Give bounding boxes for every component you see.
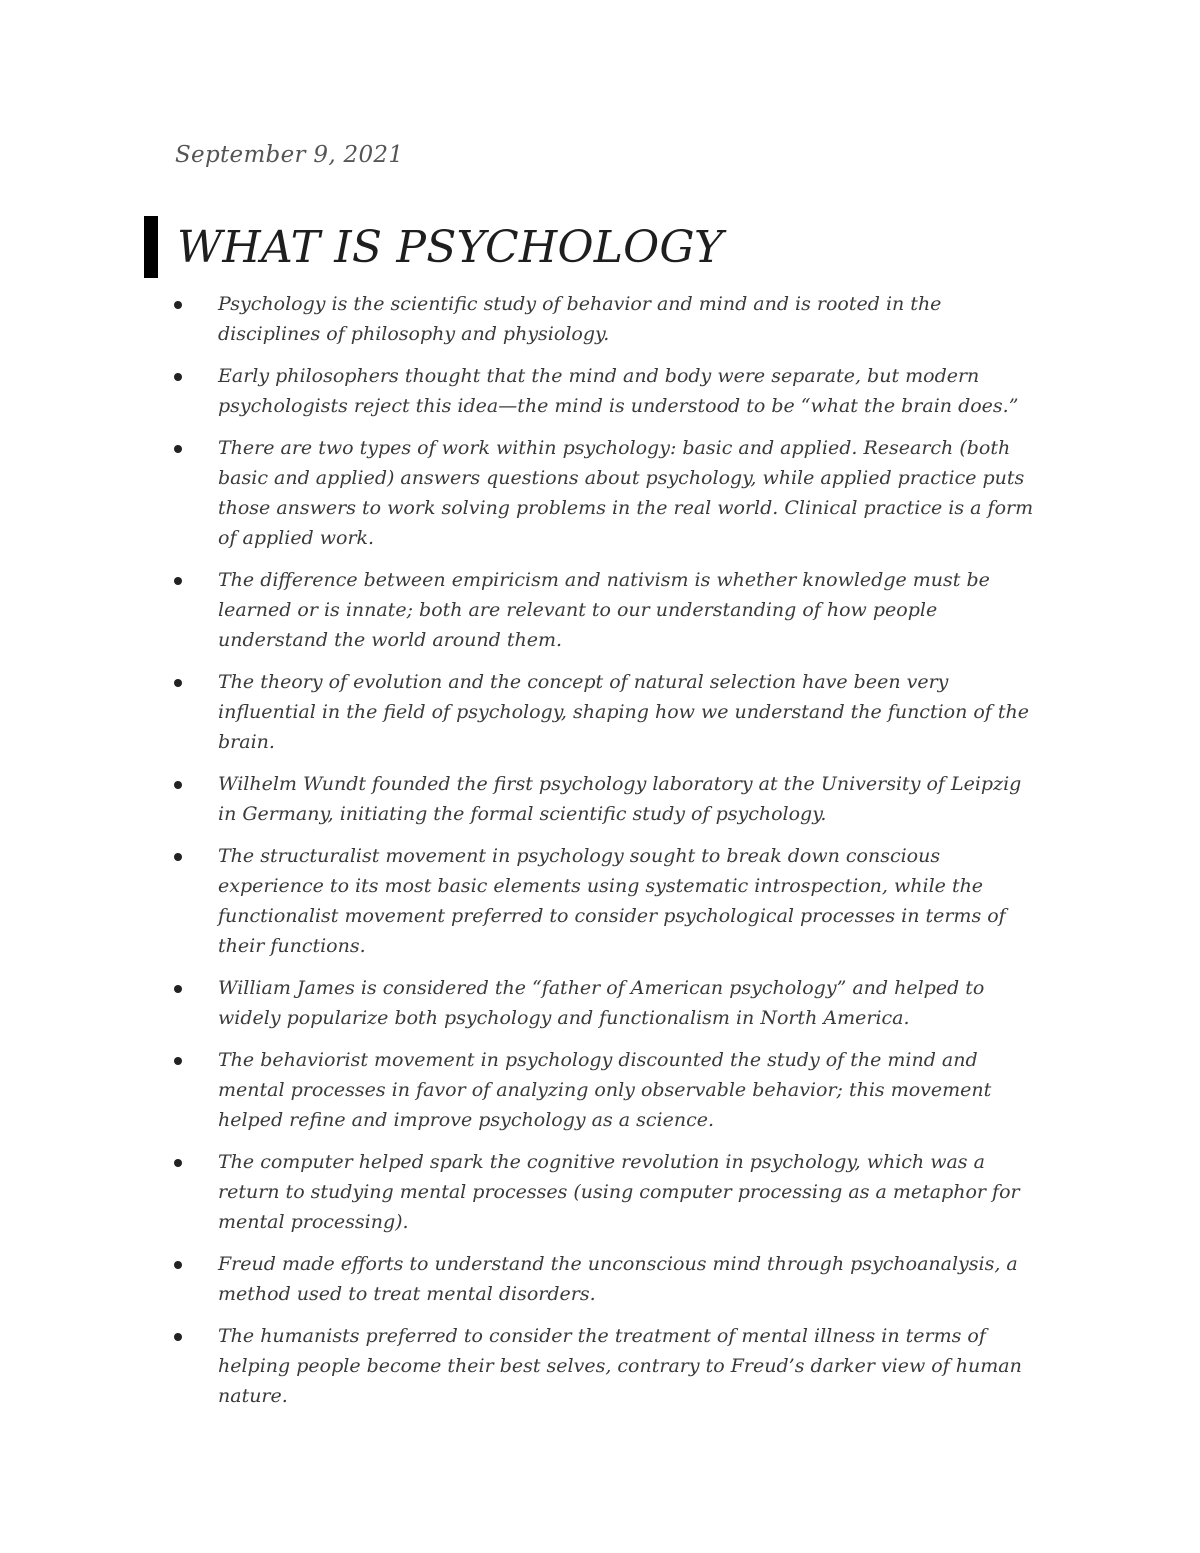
bullet-icon bbox=[174, 1159, 182, 1167]
list-item-text: The behaviorist movement in psychology discounted the study of the mind and mental processes in favor of analyzing only observable behavior; this movement helped refine and improve psychology as a science. bbox=[218, 1049, 992, 1131]
list-item bbox=[218, 667, 1038, 757]
list-item-text: The structuralist movement in psychology sought to break down conscious experience to its most basic elements using systematic introspection, while the functionalist movement preferred to consider psychological processes in terms of their functions. bbox=[218, 845, 1006, 957]
list-item-text: Early philosophers thought that the mind and body were separate, but modern psychologists reject this idea—the mind is understood to be “what the brain does.” bbox=[218, 365, 1019, 417]
list-item-text: There are two types of work within psychology: basic and applied. Research (both basic and applied) answers questions about psychology, while applied practice puts those answers to work solving problems in the real world. Clinical practice is a form of applied work. bbox=[218, 437, 1034, 549]
page-title: WHAT IS PSYCHOLOGY bbox=[177, 222, 724, 273]
bullet-icon bbox=[174, 853, 182, 861]
list-item bbox=[218, 1321, 1038, 1411]
list-item-text: Freud made efforts to understand the unconscious mind through psychoanalysis, a method used to treat mental disorders. bbox=[218, 1253, 1018, 1305]
bullet-icon bbox=[174, 781, 182, 789]
bullet-list bbox=[218, 289, 1038, 1423]
bullet-icon bbox=[174, 985, 182, 993]
bullet-icon bbox=[174, 1057, 182, 1065]
list-item bbox=[218, 565, 1038, 655]
bullet-icon bbox=[174, 445, 182, 453]
bullet-icon bbox=[174, 1261, 182, 1269]
list-item bbox=[218, 1249, 1038, 1309]
bullet-icon bbox=[174, 301, 182, 309]
list-item bbox=[218, 289, 1038, 349]
list-item bbox=[218, 841, 1038, 961]
list-item bbox=[218, 361, 1038, 421]
heading-accent-bar bbox=[144, 216, 158, 278]
bullet-icon bbox=[174, 679, 182, 687]
list-item-text: The difference between empiricism and nativism is whether knowledge must be learned or is innate; both are relevant to our understanding of how people understand the world around them. bbox=[218, 569, 990, 651]
list-item-text: The computer helped spark the cognitive revolution in psychology, which was a return to studying mental processes (using computer processing as a metaphor for mental processing). bbox=[218, 1151, 1020, 1233]
list-item-text: Wilhelm Wundt founded the first psychology laboratory at the University of Leipzig in Germany, initiating the formal scientific study of psychology. bbox=[218, 773, 1022, 825]
list-item-text: William James is considered the “father of American psychology” and helped to widely popularize both psychology and functionalism in North America. bbox=[218, 977, 985, 1029]
list-item bbox=[218, 769, 1038, 829]
list-item-text: Psychology is the scientific study of behavior and mind and is rooted in the disciplines of philosophy and physiology. bbox=[218, 293, 942, 345]
bullet-icon bbox=[174, 1333, 182, 1341]
list-item bbox=[218, 1045, 1038, 1135]
list-item bbox=[218, 973, 1038, 1033]
list-item-text: The theory of evolution and the concept of natural selection have been very influential in the field of psychology, shaping how we understand the function of the brain. bbox=[218, 671, 1029, 753]
bullet-icon bbox=[174, 577, 182, 585]
document-date: September 9, 2021 bbox=[175, 142, 404, 168]
list-item bbox=[218, 433, 1038, 553]
list-item-text: The humanists preferred to consider the treatment of mental illness in terms of helping people become their best selves, contrary to Freud’s darker view of human nature. bbox=[218, 1325, 1022, 1407]
list-item bbox=[218, 1147, 1038, 1237]
bullet-icon bbox=[174, 373, 182, 381]
